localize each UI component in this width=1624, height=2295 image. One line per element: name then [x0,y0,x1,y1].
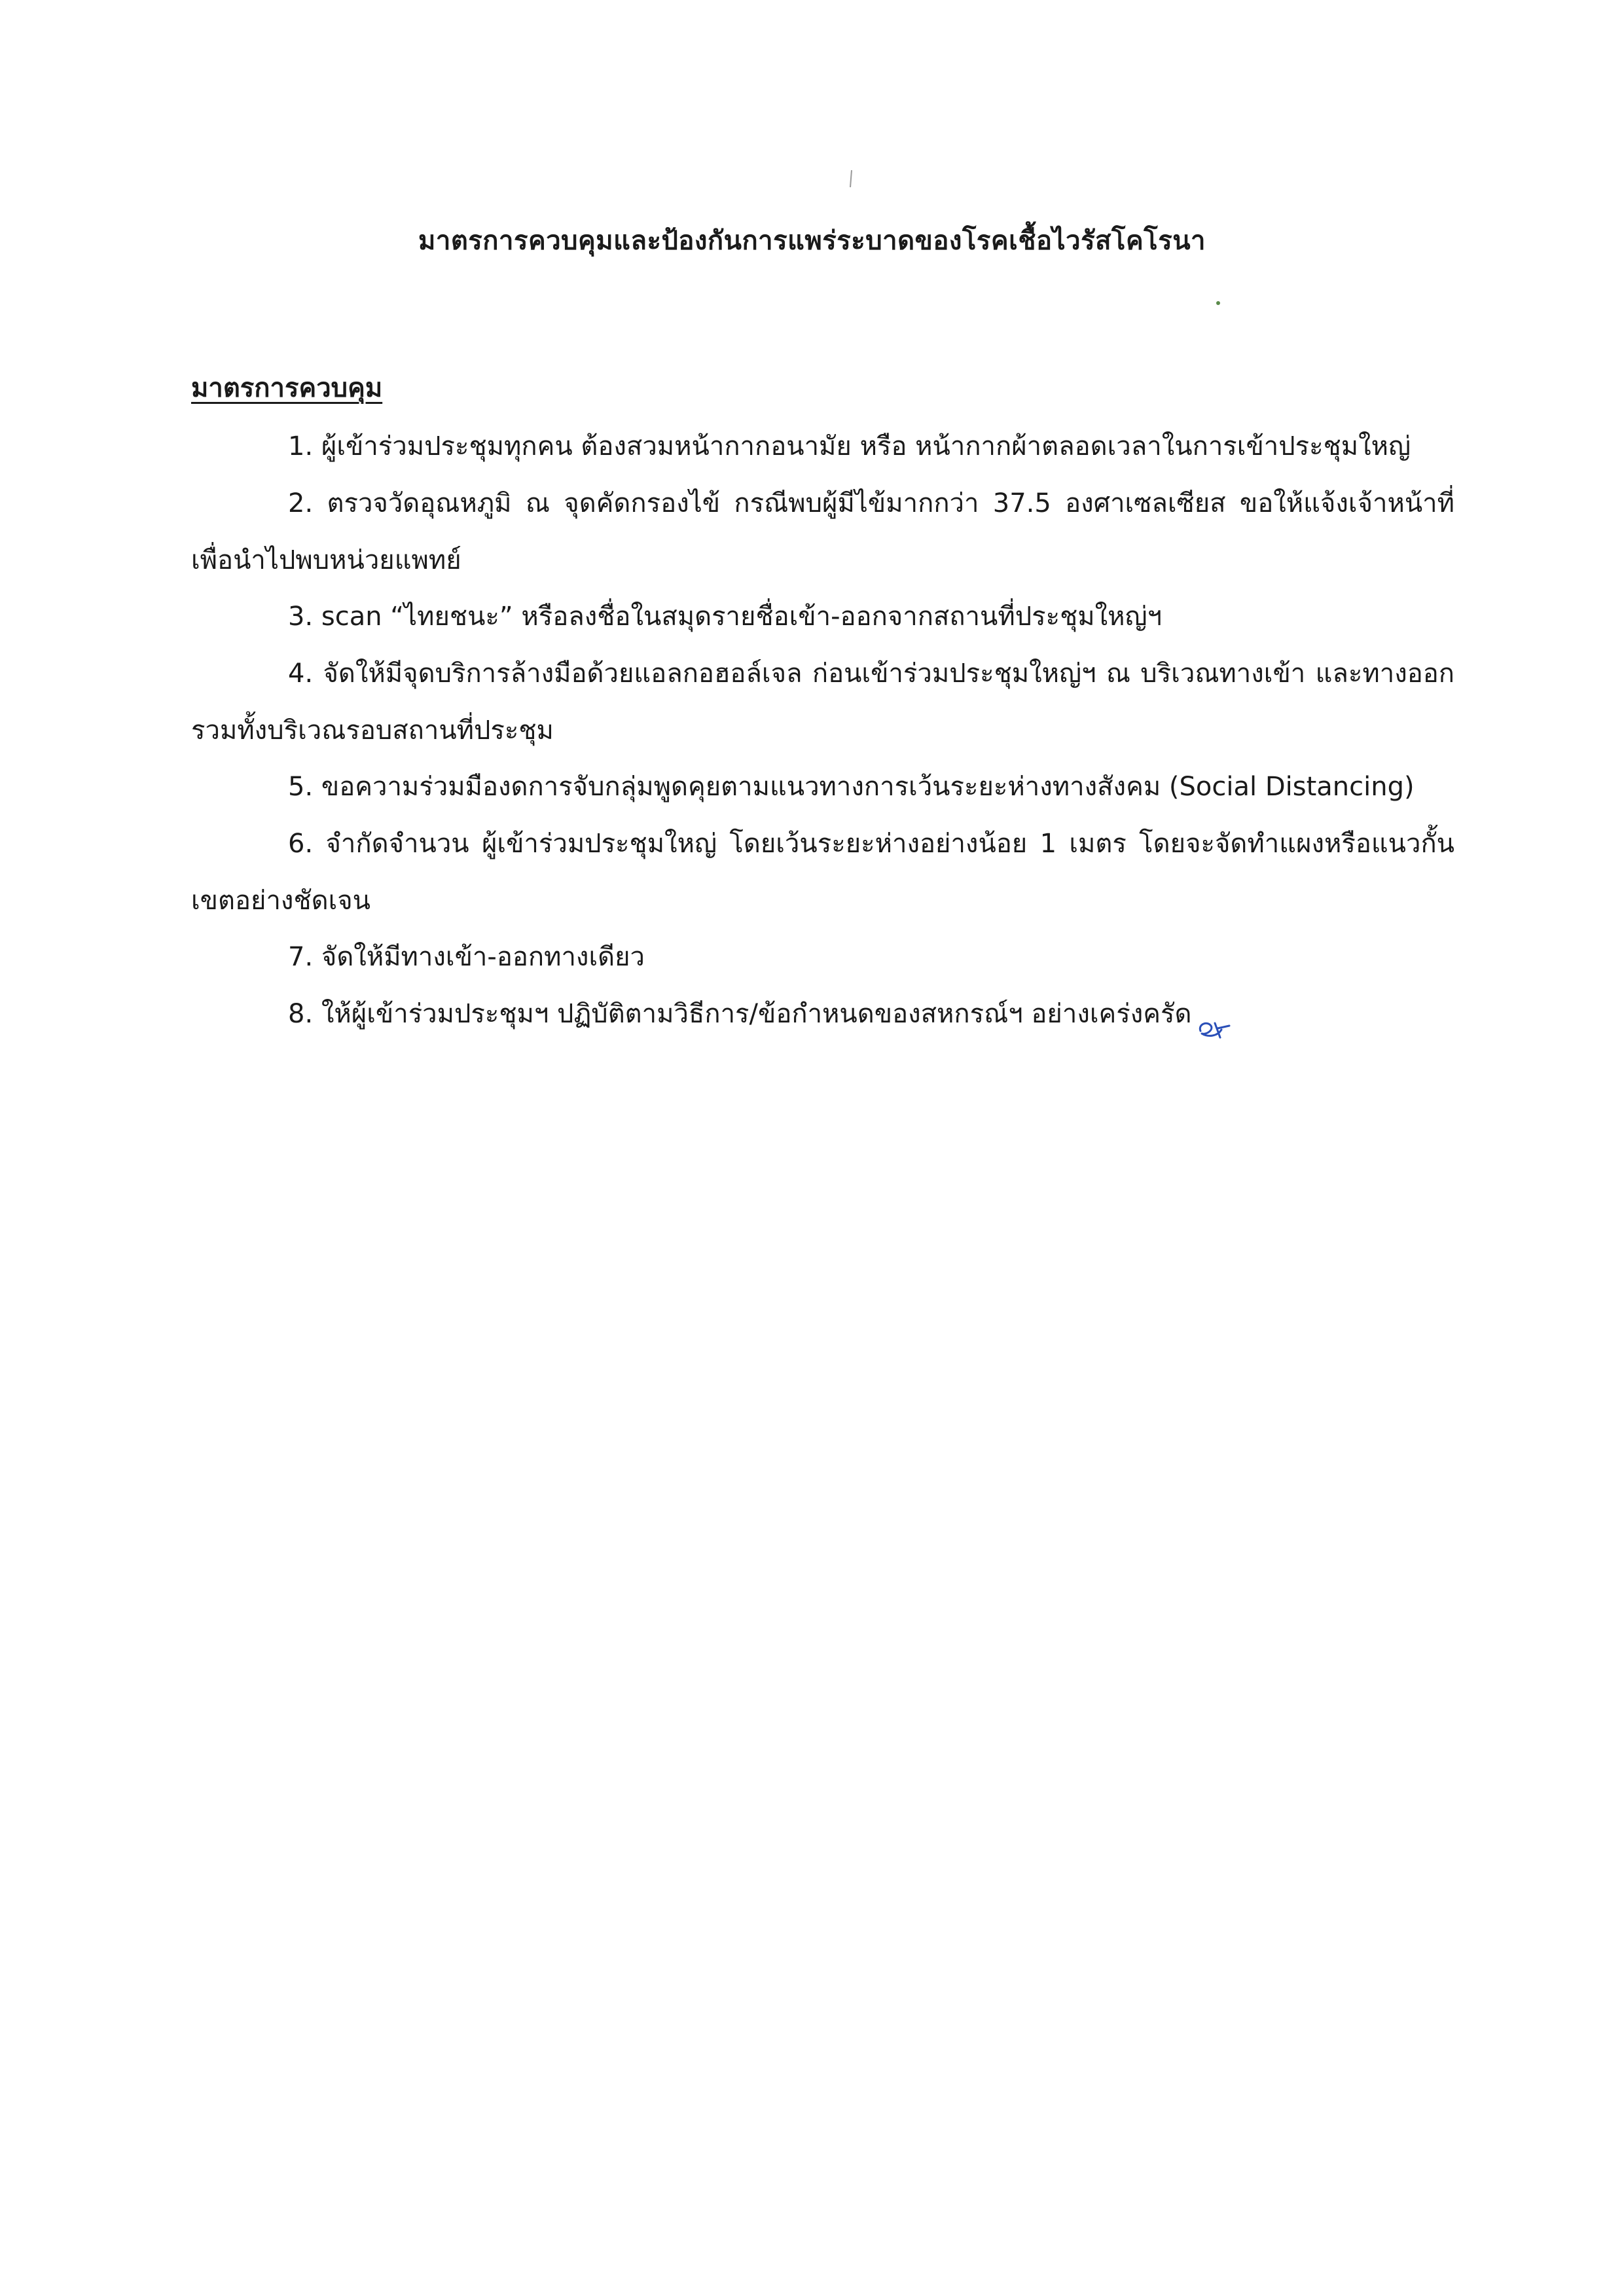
measure-item-3: 3. scan “ไทยชนะ” หรือลงชื่อในสมุดรายชื่อเข้า-ออกจากสถานที่ประชุมใหญ่ฯ [288,602,1163,632]
scan-speck [848,169,854,189]
measure-item-4: 4. จัดให้มีจุดบริการล้างมือด้วยแอลกอฮอล์เจล ก่อนเข้าร่วมประชุมใหญ่ฯ ณ บริเวณทางเข้า และทางออก รวมทั้งบริเวณรอบสถานที่ประชุม [191,659,1454,746]
measure-item-8: 8. ให้ผู้เข้าร่วมประชุมฯ ปฏิบัติตามวิธีการ/ข้อกำหนดของสหกรณ์ฯ อย่างเคร่งครัด [288,999,1192,1029]
document-title: มาตรการควบคุมและป้องกันการแพร่ระบาดของโรคเชื้อไวรัสโคโรนา [418,226,1206,256]
measure-item-2: 2. ตรวจวัดอุณหภูมิ ณ จุดคัดกรองไข้ กรณีพบผู้มีไข้มากกว่า 37.5 องศาเซลเซียส ขอให้แจ้งเจ้าหน้าที่เพื่อนำไปพบหน่วยแพทย์ [191,488,1454,575]
measure-item-5: 5. ขอความร่วมมืองดการจับกลุ่มพูดคุยตามแนวทางการเว้นระยะห่างทางสังคม (Social Distancing) [288,772,1415,802]
measure-item-7: 7. จัดให้มีทางเข้า-ออกทางเดียว [288,942,645,972]
measure-item-6: 6. จำกัดจำนวน ผู้เข้าร่วมประชุมใหญ่ โดยเว้นระยะห่างอย่างน้อย 1 เมตร โดยจะจัดทำแผงหรือแนวกั้นเขตอย่างชัดเจน [191,829,1454,916]
section-heading: มาตรการควบคุม [191,373,383,403]
measure-item-1: 1. ผู้เข้าร่วมประชุมทุกคน ต้องสวมหน้ากากอนามัย หรือ หน้ากากผ้าตลอดเวลาในการเข้าประชุมใหญ่ [288,431,1411,461]
scan-speck [1215,300,1221,306]
handwritten-initial-mark [1195,1011,1235,1044]
